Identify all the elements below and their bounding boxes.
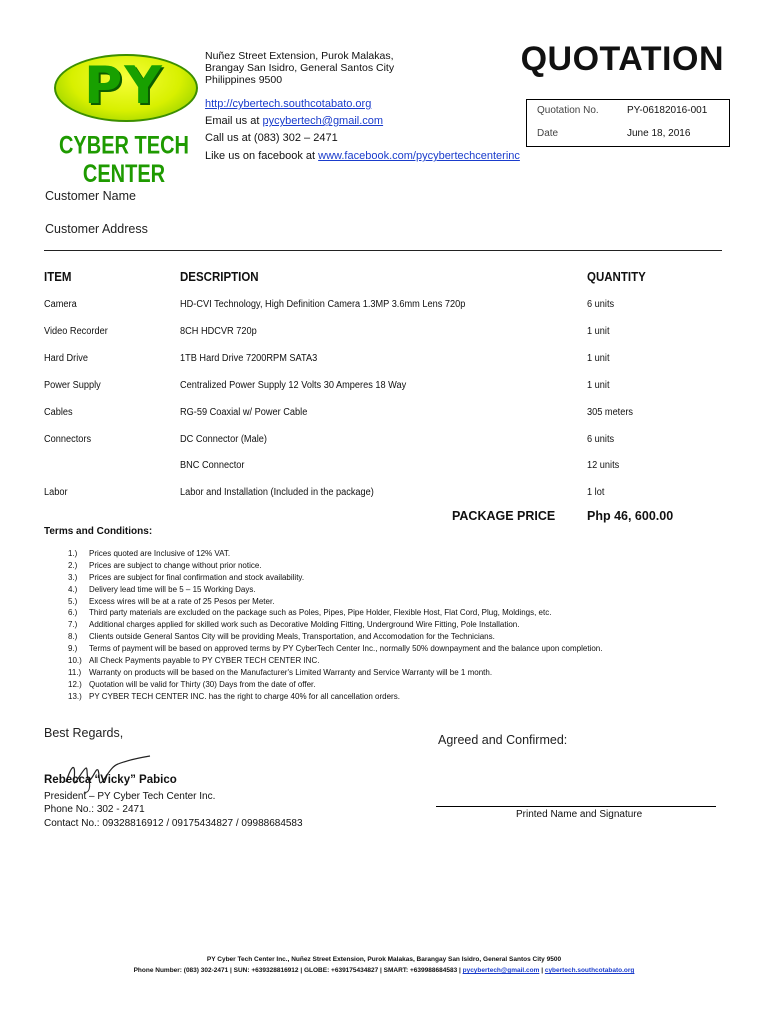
term-text: Additional charges applied for skilled work such as Decorative Molding Fitting, Underground Wire Fitting, Pole Installation.: [89, 620, 520, 630]
facebook-prefix: Like us on facebook at: [205, 150, 319, 162]
term-item: [68, 608, 728, 620]
item-cell: Hard Drive: [44, 353, 88, 364]
address-line-3: Philippines 9500: [205, 74, 283, 86]
signatory-title: President – PY Cyber Tech Center Inc.: [44, 791, 216, 802]
agreed-confirmed-label: Agreed and Confirmed:: [438, 733, 568, 747]
term-text: Excess wires will be at a rate of 25 Pesos per Meter.: [89, 596, 275, 606]
address-line-1: Nuñez Street Extension, Purok Malakas,: [205, 50, 394, 62]
term-item: [68, 620, 728, 632]
term-number: 8.): [68, 632, 78, 642]
website-link[interactable]: http://cybertech.southcotabato.org: [205, 98, 372, 110]
footer-website-link[interactable]: cybertech.southcotabato.org: [544, 967, 635, 974]
footer-contacts: [0, 967, 768, 974]
quotation-date-label: Date: [537, 128, 559, 139]
term-text: Prices quoted are Inclusive of 12% VAT.: [89, 549, 231, 558]
quantity-cell: 12 units: [587, 460, 620, 471]
terms-list: [68, 549, 728, 704]
term-text: All Check Payments payable to PY CYBER TECH CENTER INC.: [89, 656, 320, 666]
description-cell: RG-59 Coaxial w/ Power Cable: [180, 407, 308, 418]
package-price-label: PACKAGE PRICE: [452, 509, 556, 523]
term-number: 9.): [68, 644, 78, 654]
quantity-cell: 6 units: [587, 434, 615, 445]
term-text: Quotation will be valid for Thirty (30) Days from the date of offer.: [89, 679, 316, 689]
terms-title: Terms and Conditions:: [44, 526, 153, 537]
term-number: 13.): [68, 691, 82, 701]
header-item: ITEM: [44, 270, 72, 284]
item-cell: Power Supply: [44, 380, 101, 391]
signatory-name: Rebecca “Vicky” Pabico: [44, 774, 177, 786]
quotation-info-box: [526, 99, 730, 147]
term-item: [68, 680, 728, 692]
term-item: [68, 656, 728, 668]
term-item: [68, 585, 728, 597]
header-description: DESCRIPTION: [180, 270, 259, 284]
quantity-cell: 6 units: [587, 299, 615, 310]
quotation-date-value: June 18, 2016: [627, 128, 691, 139]
term-item: [68, 692, 728, 704]
term-text: Clients outside General Santos City will be providing Meals, Transportation, and Accomodation for the Technicians.: [89, 632, 495, 642]
term-text: Third party materials are excluded on the package such as Poles, Pipes, Pipe Holder, Flexible Host, Flat Cord, Plug, Moldings, etc.: [89, 608, 552, 618]
item-cell: Labor: [44, 487, 68, 498]
quotation-number-row: [537, 105, 723, 119]
item-cell: Cables: [44, 407, 73, 418]
quotation-date-row: [537, 128, 723, 142]
term-text: Prices are subject to change without prior notice.: [89, 560, 262, 570]
term-number: 5.): [68, 596, 78, 606]
term-text: PY CYBER TECH CENTER INC. has the right to charge 40% for all cancellation orders.: [89, 691, 400, 701]
description-cell: 1TB Hard Drive 7200RPM SATA3: [180, 353, 318, 364]
header-quantity: QUANTITY: [587, 270, 646, 284]
best-regards: Best Regards,: [44, 726, 124, 740]
term-item: [68, 668, 728, 680]
term-item: [68, 597, 728, 609]
term-number: 6.): [68, 608, 78, 618]
term-text: Terms of payment will be based on approved terms by PY CyberTech Center Inc., normally 50% downpayment and the balance upon completion.: [89, 644, 603, 654]
signature-line: [436, 806, 716, 807]
quantity-cell: 1 lot: [587, 487, 605, 498]
term-item: [68, 644, 728, 656]
term-number: 2.): [68, 560, 78, 570]
term-number: 7.): [68, 620, 78, 630]
item-cell: Connectors: [44, 434, 92, 445]
term-number: 4.): [68, 584, 78, 594]
footer-phones: Phone Number: (083) 302-2471 | SUN: +639328816912 | GLOBE: +639175434827 | SMART: +639988684583 |: [133, 967, 463, 974]
term-item: [68, 561, 728, 573]
quotation-title: QUOTATION: [520, 40, 724, 78]
signatory-contact: Contact No.: 09328816912 / 09175434827 / 09988684583: [44, 818, 303, 829]
description-cell: 8CH HDCVR 720p: [180, 326, 257, 337]
printed-name-label: Printed Name and Signature: [516, 809, 643, 820]
address-line-2: Brangay San Isidro, General Santos City: [205, 62, 395, 74]
quantity-cell: 1 unit: [587, 326, 610, 337]
term-text: Delivery lead time will be 5 – 15 Working Days.: [89, 584, 256, 594]
email-prefix: Email us at: [205, 115, 263, 127]
description-cell: HD-CVI Technology, High Definition Camera 1.3MP 3.6mm Lens 720p: [180, 299, 466, 310]
section-divider: [44, 250, 722, 251]
description-cell: BNC Connector: [180, 460, 245, 471]
footer-separator: |: [539, 967, 545, 974]
term-text: Prices are subject for final confirmation and stock availability.: [89, 572, 305, 582]
facebook-line: [205, 150, 520, 162]
term-item: [68, 549, 728, 561]
term-number: 12.): [68, 679, 82, 689]
customer-name-label: Customer Name: [45, 189, 136, 203]
email-line: [205, 115, 383, 127]
customer-address-label: Customer Address: [45, 222, 148, 236]
footer-address: PY Cyber Tech Center Inc., Nuñez Street Extension, Purok Malakas, Barangay San Isidro, General Santos City 9500: [206, 956, 562, 963]
package-price-value: Php 46, 600.00: [587, 509, 674, 523]
item-cell: Video Recorder: [44, 326, 108, 337]
signatory-phone: Phone No.: 302 - 2471: [44, 804, 145, 815]
term-number: 3.): [68, 572, 78, 582]
description-cell: Centralized Power Supply 12 Volts 30 Amperes 18 Way: [180, 380, 407, 391]
footer-email-link[interactable]: pycybertech@gmail.com: [462, 967, 540, 974]
term-item: [68, 573, 728, 585]
term-text: Warranty on products will be based on the Manufacturer's Limited Warranty and Service Warranty will be 1 month.: [89, 667, 493, 677]
quantity-cell: 1 unit: [587, 380, 610, 391]
term-number: 1.): [68, 549, 78, 558]
term-number: 11.): [68, 667, 82, 677]
description-cell: Labor and Installation (Included in the package): [180, 487, 374, 498]
phone-line: Call us at (083) 302 – 2471: [205, 132, 338, 144]
facebook-link[interactable]: www.facebook.com/pycybertechcenterinc: [318, 150, 520, 162]
quotation-number-value: PY-06182016-001: [627, 105, 708, 116]
description-cell: DC Connector (Male): [180, 434, 267, 445]
logo-company-name: CYBER TECH CENTER: [58, 132, 189, 189]
quotation-number-label: Quotation No.: [537, 105, 599, 116]
term-number: 10.): [68, 656, 82, 666]
logo-py-text: PY: [84, 56, 164, 116]
quantity-cell: 305 meters: [587, 407, 634, 418]
quantity-cell: 1 unit: [587, 353, 610, 364]
email-link[interactable]: pycybertech@gmail.com: [262, 115, 384, 127]
company-logo: [48, 48, 200, 189]
term-item: [68, 632, 728, 644]
item-cell: Camera: [44, 299, 77, 310]
